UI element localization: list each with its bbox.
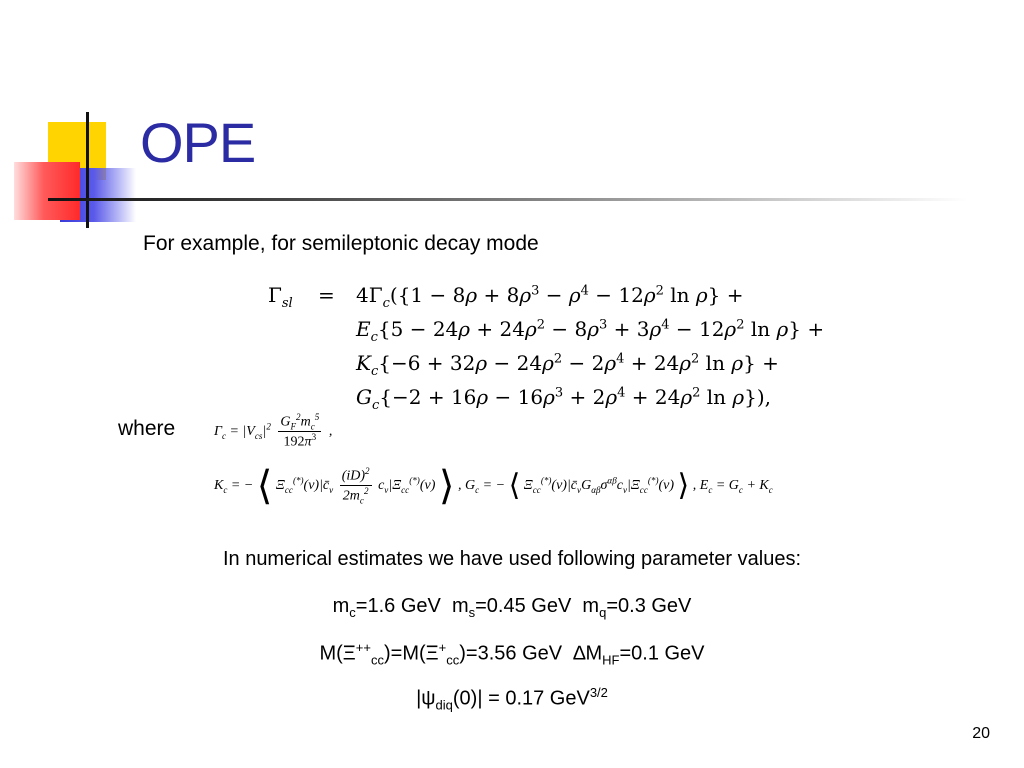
parameters-heading: In numerical estimates we have used following parameter values: bbox=[222, 548, 802, 570]
kc-gc-ec-definitions: $K_c$ = − ⟨ $\Xi_{cc}^{(*)}(v)|c̄_v$ $\frac{(iD)^2}{2m_c^2}$ $c_v|\Xi_{cc}^{(*)}(v)$ ⟩ , $G_c$ = − ⟨ $\Xi_{cc}^{(*)}(v)|c̄_vG_{\alpha\beta}\sigma^{\alpha\beta}c_v|\Xi_{cc}^{(*)}(v)$ ⟩ , $E_c = G_c + K_c$ bbox=[214, 463, 773, 508]
slide-title: OPE bbox=[140, 111, 256, 174]
intro-text: For example, for semileptonic decay mode bbox=[143, 232, 539, 255]
parameters-line-2: $M(\Xi^{++}_{cc})=M(\Xi^+_{cc})=3.56$ GeV $\Delta M_{HF}=0.1$ GeV bbox=[319, 640, 705, 668]
title-underline bbox=[48, 198, 968, 201]
equation-line-4: $G_c\{-2 + 16\rho - 16\rho^3 + 2\rho^4 + 24\rho^2$ ln ρ}), bbox=[356, 385, 772, 413]
where-label: where bbox=[118, 417, 176, 440]
equation-lhs: $\Gamma_{sl}$ bbox=[268, 283, 293, 311]
equation-line-1: $4\Gamma_c(\{1 - 8\rho + 8\rho^3 - \rho^4 - 12\rho^2$ ln ρ} + bbox=[356, 283, 744, 311]
logo-vertical-line bbox=[86, 112, 89, 228]
page-number: 20 bbox=[972, 725, 990, 742]
logo-red-square bbox=[14, 162, 80, 220]
equation-equals: = bbox=[318, 283, 335, 307]
parameters-line-3: $|\psi_{diq}(0)| = 0.17$ GeV$^{3/2}$ bbox=[416, 685, 608, 713]
equation-line-3: $K_c\{-6 + 32\rho - 24\rho^2 - 2\rho^4 + 24\rho^2$ ln ρ} + bbox=[356, 351, 779, 379]
parameters-line-1: $m_c=1.6$ GeV $m_s=0.45$ GeV $m_q=0.3$ GeV bbox=[332, 595, 692, 620]
gamma-c-definition: $\Gamma_c = |V_{cs}|^2$ $\frac{G_F^2m_c^5}{192\pi^3}$ , bbox=[214, 412, 333, 451]
equation-line-2: $E_c\{5 - 24\rho + 24\rho^2 - 8\rho^3 + 3\rho^4 - 12\rho^2$ ln ρ} + bbox=[356, 317, 825, 345]
